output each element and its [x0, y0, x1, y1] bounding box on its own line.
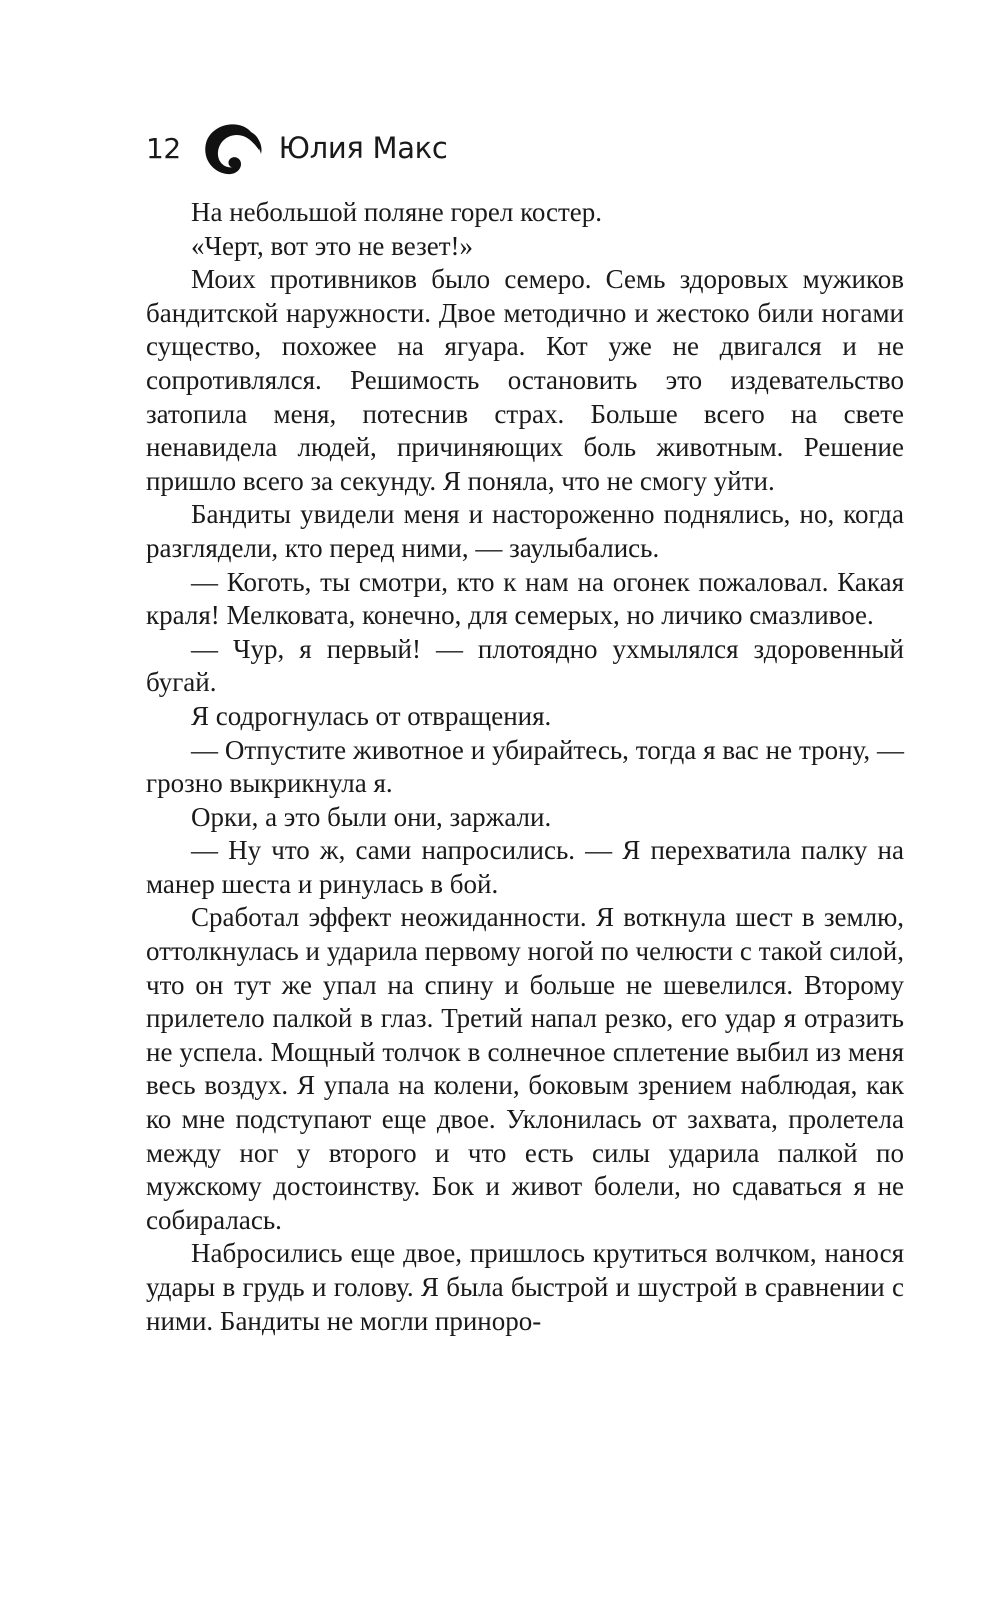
paragraph: На небольшой поляне горел костер. — [191, 197, 603, 227]
paragraph: — Коготь, ты смотри, кто к нам на огонек пожаловал. Какая краля! Мелковата, конечно, для семерых, но личико смазливое. — [146, 566, 904, 631]
paragraph: Набросились еще двое, пришлось крутиться волчком, нанося удары в грудь и голову. Я была быстрой и шустрой в сравнении с ними. Бандиты не могли приноро- — [146, 1238, 904, 1336]
paragraph: Я содрогнулась от отвращения. — [191, 700, 552, 731]
paragraph: Бандиты увидели меня и настороженно поднялись, но, когда разглядели, кто перед ними, — заулыбались. — [146, 499, 904, 563]
paragraph: — Отпустите животное и убирайтесь, тогда я вас не трону, — грозно выкрикнула я. — [146, 734, 904, 799]
swirl-logo-icon — [201, 118, 265, 178]
page-header — [146, 118, 448, 178]
paragraph: Сработал эффект неожиданности. Я воткнула шест в землю, оттолкнулась и ударила первому ногой по челюсти с такой силой, что он тут же упал на спину и больше не шевелился. Второму прилетело палкой в глаз. Третий напал резко, его удар я отразить не успела. Мощный толчок в солнечное сплетение выбил из меня весь воздух. Я упала на колени, боковым зрением наблюдая, как ко мне подступают еще двое. Уклонилась от захвата, пролетела между ног у второго и что есть силы ударила палкой по мужскому достоинству. Бок и живот болели, но сдаваться я не собиралась. — [146, 902, 904, 1235]
paragraph: Орки, а это были они, заржали. — [191, 801, 552, 832]
paragraph: Моих противников было семеро. Семь здоровых мужиков бандитской наружности. Двое методично и жестоко били ногами существо, похожее на ягуара. Кот уже не двигался и не сопротивлялся. Решимость остановить это издевательство затопила меня, потеснив страх. Больше всего на свете ненавидела людей, причиняющих боль животным. Решение пришло всего за секунду. Я поняла, что не смогу уйти. — [146, 264, 904, 496]
paragraph: — Ну что ж, сами напросились. — Я перехватила палку на манер шеста и ринулась в бой. — [146, 835, 904, 899]
author-name: Юлия Макс — [278, 131, 448, 165]
paragraph: — Чур, я первый! — плотоядно ухмылялся здоровенный бугай. — [146, 633, 904, 698]
page-number: 12 — [146, 131, 181, 165]
text-body — [146, 196, 904, 1338]
paragraph: «Черт, вот это не везет!» — [191, 230, 474, 261]
